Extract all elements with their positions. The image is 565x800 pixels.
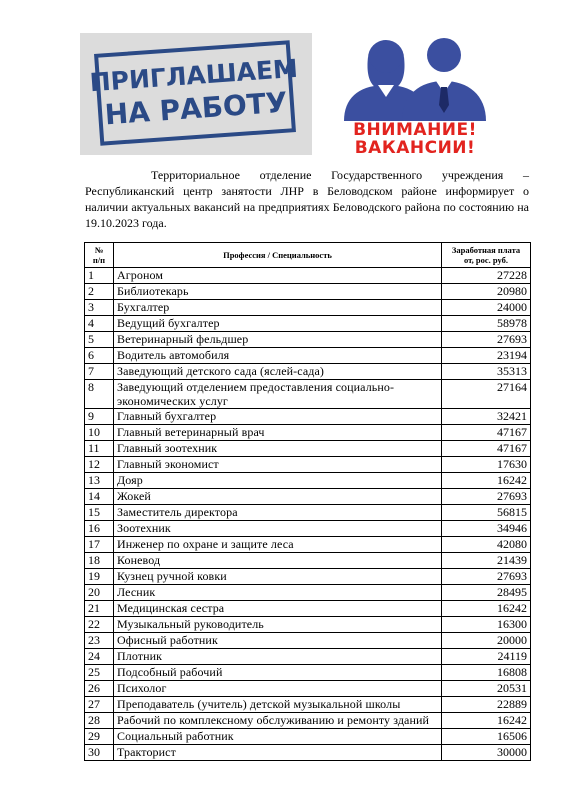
row-salary: 20531 (442, 681, 531, 697)
row-number: 29 (85, 729, 114, 745)
row-number: 21 (85, 601, 114, 617)
row-number: 23 (85, 633, 114, 649)
table-row (85, 537, 531, 553)
people-icon (326, 35, 504, 121)
header-salary (442, 243, 531, 268)
row-profession: Коневод (114, 553, 442, 569)
table-row (85, 617, 531, 633)
row-salary: 47167 (442, 425, 531, 441)
row-salary: 47167 (442, 441, 531, 457)
attention-line-2: ВАКАНСИИ! (354, 138, 476, 158)
row-profession: Медицинская сестра (114, 601, 442, 617)
row-profession: Заведующий отделением предоставления социально-экономических услуг (114, 380, 442, 409)
table-row (85, 601, 531, 617)
row-salary: 35313 (442, 364, 531, 380)
row-salary: 21439 (442, 553, 531, 569)
row-number: 10 (85, 425, 114, 441)
table-row (85, 425, 531, 441)
header-number (85, 243, 114, 268)
row-profession: Плотник (114, 649, 442, 665)
row-profession: Рабочий по комплексному обслуживанию и ремонту зданий (114, 713, 442, 729)
row-salary: 24119 (442, 649, 531, 665)
row-profession: Заместитель директора (114, 505, 442, 521)
row-salary: 34946 (442, 521, 531, 537)
row-number: 14 (85, 489, 114, 505)
row-profession: Лесник (114, 585, 442, 601)
row-profession: Бухгалтер (114, 300, 442, 316)
row-salary: 16242 (442, 473, 531, 489)
row-profession: Офисный работник (114, 633, 442, 649)
table-row (85, 665, 531, 681)
row-salary: 56815 (442, 505, 531, 521)
row-salary: 32421 (442, 409, 531, 425)
table-row (85, 713, 531, 729)
row-profession: Ведущий бухгалтер (114, 316, 442, 332)
row-profession: Зоотехник (114, 521, 442, 537)
attention-line-1: ВНИМАНИЕ! (353, 120, 477, 140)
row-number: 26 (85, 681, 114, 697)
row-number: 3 (85, 300, 114, 316)
table-row (85, 300, 531, 316)
row-profession: Главный ветеринарный врач (114, 425, 442, 441)
row-profession: Тракторист (114, 745, 442, 761)
row-salary: 16242 (442, 713, 531, 729)
row-salary: 27693 (442, 332, 531, 348)
table-row (85, 697, 531, 713)
row-number: 2 (85, 284, 114, 300)
row-profession: Агроном (114, 268, 442, 284)
row-salary: 27693 (442, 569, 531, 585)
row-number: 19 (85, 569, 114, 585)
table-row (85, 348, 531, 364)
row-number: 18 (85, 553, 114, 569)
row-salary: 30000 (442, 745, 531, 761)
row-number: 6 (85, 348, 114, 364)
row-profession: Подсобный рабочий (114, 665, 442, 681)
table-header-row (85, 243, 531, 268)
row-salary: 27164 (442, 380, 531, 409)
table-row (85, 284, 531, 300)
row-salary: 20000 (442, 633, 531, 649)
row-salary: 42080 (442, 537, 531, 553)
row-profession: Главный бухгалтер (114, 409, 442, 425)
row-number: 9 (85, 409, 114, 425)
row-salary: 24000 (442, 300, 531, 316)
row-number: 7 (85, 364, 114, 380)
row-profession: Ветеринарный фельдшер (114, 332, 442, 348)
table-row (85, 457, 531, 473)
row-salary: 23194 (442, 348, 531, 364)
row-salary: 16808 (442, 665, 531, 681)
table-row (85, 505, 531, 521)
table-body (85, 268, 531, 761)
stamp-line-1: ПРИГЛАШАЕМ (88, 53, 299, 98)
table-row (85, 364, 531, 380)
header-salary-line-2: от, рос. руб. (463, 255, 509, 265)
row-salary: 16300 (442, 617, 531, 633)
row-profession: Заведующий детского сада (яслей-сада) (114, 364, 442, 380)
row-salary: 16506 (442, 729, 531, 745)
table-row (85, 649, 531, 665)
invite-banner (80, 33, 312, 155)
table-row (85, 553, 531, 569)
invite-stamp (88, 40, 299, 145)
row-number: 20 (85, 585, 114, 601)
table-row (85, 316, 531, 332)
row-number: 5 (85, 332, 114, 348)
row-number: 28 (85, 713, 114, 729)
row-number: 8 (85, 380, 114, 409)
row-profession: Жокей (114, 489, 442, 505)
table-row (85, 745, 531, 761)
header-number-line-2: п/п (92, 255, 106, 265)
row-salary: 16242 (442, 601, 531, 617)
row-number: 27 (85, 697, 114, 713)
row-number: 16 (85, 521, 114, 537)
table-row (85, 441, 531, 457)
row-number: 13 (85, 473, 114, 489)
row-profession: Главный экономист (114, 457, 442, 473)
row-number: 22 (85, 617, 114, 633)
intro-paragraph: Территориальное отделение Государственного учреждения – Республиканский центр занятости ЛНР в Беловодском районе информирует о наличии актуальных вакансий на предприятиях Беловодского района по состоянию на 19.10.2023 года. (85, 168, 529, 230)
row-profession: Водитель автомобиля (114, 348, 442, 364)
row-salary: 27693 (442, 489, 531, 505)
table-row (85, 729, 531, 745)
row-salary: 22889 (442, 697, 531, 713)
row-salary: 27228 (442, 268, 531, 284)
vacancies-table (84, 242, 531, 761)
row-profession: Главный зоотехник (114, 441, 442, 457)
row-number: 24 (85, 649, 114, 665)
header-number-line-1: № (94, 245, 104, 255)
row-salary: 58978 (442, 316, 531, 332)
row-salary: 17630 (442, 457, 531, 473)
row-profession: Библиотекарь (114, 284, 442, 300)
row-profession: Психолог (114, 681, 442, 697)
row-profession: Музыкальный руководитель (114, 617, 442, 633)
row-profession: Преподаватель (учитель) детской музыкальной школы (114, 697, 442, 713)
table-row (85, 585, 531, 601)
row-number: 17 (85, 537, 114, 553)
table-row (85, 681, 531, 697)
header-profession: Профессия / Специальность (114, 243, 442, 268)
row-number: 25 (85, 665, 114, 681)
row-profession: Дояр (114, 473, 442, 489)
row-number: 1 (85, 268, 114, 284)
row-number: 11 (85, 441, 114, 457)
table-row (85, 569, 531, 585)
table-row (85, 473, 531, 489)
row-profession: Кузнец ручной ковки (114, 569, 442, 585)
table-row (85, 633, 531, 649)
stamp-line-2: НА РАБОТУ (103, 85, 289, 132)
row-number: 15 (85, 505, 114, 521)
row-number: 30 (85, 745, 114, 761)
table-row (85, 332, 531, 348)
table-row (85, 380, 531, 409)
table-row (85, 409, 531, 425)
row-profession: Инженер по охране и защите леса (114, 537, 442, 553)
header-salary-line-1: Заработная плата (451, 245, 521, 255)
row-salary: 28495 (442, 585, 531, 601)
attention-banner (326, 35, 504, 160)
table-row (85, 489, 531, 505)
row-number: 4 (85, 316, 114, 332)
row-number: 12 (85, 457, 114, 473)
row-profession: Социальный работник (114, 729, 442, 745)
row-salary: 20980 (442, 284, 531, 300)
table-row (85, 268, 531, 284)
table-row (85, 521, 531, 537)
